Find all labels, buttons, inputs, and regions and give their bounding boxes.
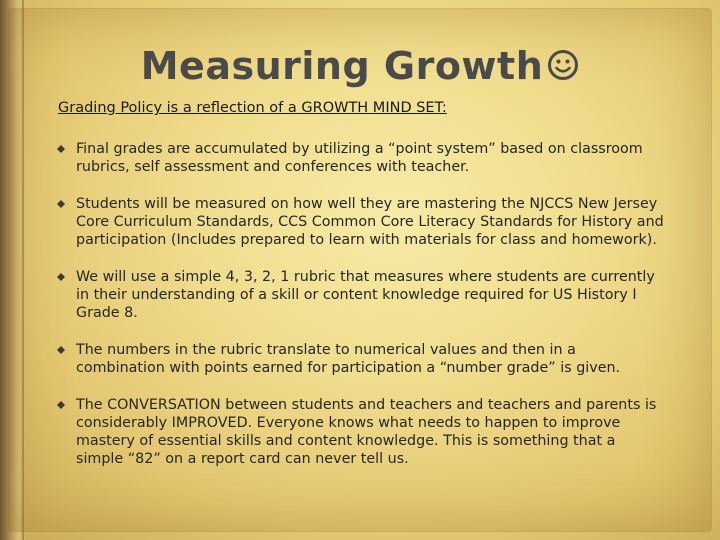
bullet-item bbox=[56, 140, 666, 176]
diamond-bullet-icon bbox=[57, 145, 65, 153]
bullet-text: Final grades are accumulated by utilizing a “point system” based on classroom rubrics, self assessment and conferences with teacher. bbox=[76, 141, 643, 175]
slide-title: Measuring Growth bbox=[140, 44, 544, 88]
bullet-list bbox=[56, 140, 666, 487]
bullet-text: We will use a simple 4, 3, 2, 1 rubric that measures where students are currently in their understanding of a skill or content knowledge required for US History I Grade 8. bbox=[76, 269, 655, 321]
bullet-text: The numbers in the rubric translate to numerical values and then in a combination with points earned for participation a “number grade” is given. bbox=[76, 342, 621, 376]
smiley-face-icon bbox=[547, 46, 579, 78]
slide-subtitle: Grading Policy is a reflection of a GROWTH MIND SET: bbox=[58, 100, 447, 116]
bullet-text: Students will be measured on how well they are mastering the NJCCS New Jersey Core Curriculum Standards, CCS Common Core Literacy Standards for History and participation (Includes prepared to learn with materials for class and homework). bbox=[76, 196, 664, 248]
bullet-text: The CONVERSATION between students and teachers and teachers and parents is considerably IMPROVED. Everyone knows what needs to happen to improve mastery of essential skills and content knowledge. This is something that a simple “82” on a report card can never tell us. bbox=[76, 397, 657, 467]
bullet-item bbox=[56, 396, 666, 468]
slide-title-row bbox=[0, 44, 720, 88]
bullet-item bbox=[56, 268, 666, 322]
diamond-bullet-icon bbox=[57, 346, 65, 354]
diamond-bullet-icon bbox=[57, 273, 65, 281]
diamond-bullet-icon bbox=[57, 200, 65, 208]
bullet-item bbox=[56, 195, 666, 249]
bullet-item bbox=[56, 341, 666, 377]
diamond-bullet-icon bbox=[57, 401, 65, 409]
